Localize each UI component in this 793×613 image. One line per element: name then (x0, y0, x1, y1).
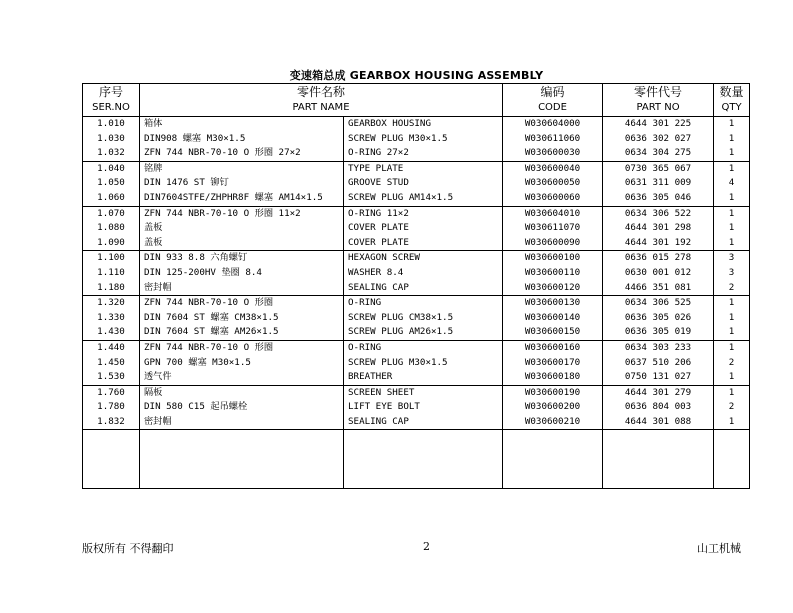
table-row (83, 340, 750, 355)
row-qty: 1 (714, 415, 750, 430)
row-name-en: SEALING CAP (344, 281, 503, 296)
row-qty: 1 (714, 296, 750, 311)
row-qty: 2 (714, 400, 750, 415)
row-part-no: 4644 301 225 (603, 117, 714, 132)
row-code: W030611070 (503, 221, 603, 236)
row-part-no: 0634 304 275 (603, 146, 714, 161)
row-ser-no: 1.320 (83, 296, 140, 311)
row-qty: 1 (714, 132, 750, 147)
table-row (83, 325, 750, 340)
row-qty: 1 (714, 161, 750, 176)
table-row (83, 176, 750, 191)
row-part-no: 4644 301 088 (603, 415, 714, 430)
row-ser-no: 1.040 (83, 161, 140, 176)
row-part-no: 0636 305 019 (603, 325, 714, 340)
row-code: W030600040 (503, 161, 603, 176)
row-code: W030600180 (503, 370, 603, 385)
row-part-no: 0631 311 009 (603, 176, 714, 191)
blank-row (83, 430, 750, 489)
row-name-en: GEARBOX HOUSING (344, 117, 503, 132)
row-ser-no: 1.330 (83, 311, 140, 326)
row-name-cn: ZFN 744 NBR-70-10 O 形圈 11×2 (140, 206, 344, 221)
row-code: W030600030 (503, 146, 603, 161)
row-name-cn: GPN 700 螺塞 M30×1.5 (140, 356, 344, 371)
row-name-cn: ZFN 744 NBR-70-10 O 形圈 (140, 340, 344, 355)
row-ser-no: 1.060 (83, 191, 140, 206)
row-ser-no: 1.070 (83, 206, 140, 221)
row-ser-no: 1.100 (83, 251, 140, 266)
row-ser-no: 1.530 (83, 370, 140, 385)
row-qty: 1 (714, 325, 750, 340)
row-name-cn: 盖板 (140, 221, 344, 236)
row-code: W030600100 (503, 251, 603, 266)
row-name-cn: 密封帽 (140, 281, 344, 296)
row-name-en: COVER PLATE (344, 221, 503, 236)
row-name-cn: 密封帽 (140, 415, 344, 430)
row-name-cn: 铭牌 (140, 161, 344, 176)
row-name-en: SCREEN SHEET (344, 385, 503, 400)
row-name-en: BREATHER (344, 370, 503, 385)
row-qty: 2 (714, 356, 750, 371)
row-name-en: O-RING 27×2 (344, 146, 503, 161)
parts-table (82, 83, 750, 489)
row-name-en: O-RING (344, 296, 503, 311)
row-part-no: 0637 510 206 (603, 356, 714, 371)
row-name-cn: DIN7604STFE/ZHPHR8F 螺塞 AM14×1.5 (140, 191, 344, 206)
header-qty-en: QTY (714, 100, 750, 117)
table-row (83, 146, 750, 161)
row-ser-no: 1.010 (83, 117, 140, 132)
row-code: W030600140 (503, 311, 603, 326)
row-name-en: GROOVE STUD (344, 176, 503, 191)
row-code: W030600120 (503, 281, 603, 296)
footer-copyright: 版权所有 不得翻印 (82, 542, 174, 555)
row-name-en: O-RING (344, 340, 503, 355)
table-row (83, 296, 750, 311)
row-qty: 1 (714, 191, 750, 206)
row-part-no: 0636 804 003 (603, 400, 714, 415)
parts-table-body (83, 117, 750, 489)
row-name-en: HEXAGON SCREW (344, 251, 503, 266)
table-row (83, 385, 750, 400)
row-ser-no: 1.760 (83, 385, 140, 400)
row-part-no: 0636 305 046 (603, 191, 714, 206)
row-qty: 1 (714, 385, 750, 400)
document-title: 变速箱总成 GEARBOX HOUSING ASSEMBLY (289, 69, 544, 82)
row-part-no: 0636 302 027 (603, 132, 714, 147)
header-name-en: PART NAME (140, 100, 503, 117)
row-code: W030604010 (503, 206, 603, 221)
row-qty: 1 (714, 146, 750, 161)
row-name-cn: DIN 125-200HV 垫圈 8.4 (140, 266, 344, 281)
row-code: W030600150 (503, 325, 603, 340)
table-row (83, 132, 750, 147)
row-ser-no: 1.050 (83, 176, 140, 191)
row-name-cn: DIN 1476 ST 铆钉 (140, 176, 344, 191)
row-code: W030600060 (503, 191, 603, 206)
row-ser-no: 1.780 (83, 400, 140, 415)
row-part-no: 0634 303 233 (603, 340, 714, 355)
header-name-cn: 零件名称 (140, 84, 503, 101)
row-name-cn: DIN 580 C15 起吊螺栓 (140, 400, 344, 415)
row-qty: 4 (714, 176, 750, 191)
row-ser-no: 1.032 (83, 146, 140, 161)
row-part-no: 0750 131 027 (603, 370, 714, 385)
table-row (83, 221, 750, 236)
table-row (83, 206, 750, 221)
table-row (83, 311, 750, 326)
header-row-en (83, 100, 750, 117)
row-code: W030604000 (503, 117, 603, 132)
row-ser-no: 1.110 (83, 266, 140, 281)
row-ser-no: 1.180 (83, 281, 140, 296)
header-ser-cn: 序号 (83, 84, 140, 101)
row-qty: 1 (714, 117, 750, 132)
row-code: W030600200 (503, 400, 603, 415)
row-part-no: 0636 015 278 (603, 251, 714, 266)
row-part-no: 4466 351 081 (603, 281, 714, 296)
row-code: W030600050 (503, 176, 603, 191)
row-ser-no: 1.030 (83, 132, 140, 147)
table-row (83, 117, 750, 132)
row-part-no: 0636 305 026 (603, 311, 714, 326)
row-name-en: SCREW PLUG M30×1.5 (344, 132, 503, 147)
row-ser-no: 1.430 (83, 325, 140, 340)
table-row (83, 251, 750, 266)
header-pno-en: PART NO (603, 100, 714, 117)
row-name-en: SEALING CAP (344, 415, 503, 430)
header-code-cn: 编码 (503, 84, 603, 101)
footer-company: 山工机械 (697, 542, 741, 555)
table-row (83, 236, 750, 251)
table-row (83, 400, 750, 415)
header-row-cn (83, 84, 750, 101)
row-qty: 2 (714, 281, 750, 296)
row-ser-no: 1.080 (83, 221, 140, 236)
row-name-cn: DIN 7604 ST 螺塞 AM26×1.5 (140, 325, 344, 340)
row-name-en: WASHER 8.4 (344, 266, 503, 281)
header-qty-cn: 数量 (714, 84, 750, 101)
row-ser-no: 1.450 (83, 356, 140, 371)
row-name-cn: DIN 7604 ST 螺塞 CM38×1.5 (140, 311, 344, 326)
row-part-no: 4644 301 279 (603, 385, 714, 400)
row-name-cn: 盖板 (140, 236, 344, 251)
row-name-en: O-RING 11×2 (344, 206, 503, 221)
row-part-no: 0634 306 525 (603, 296, 714, 311)
row-name-cn: ZFN 744 NBR-70-10 O 形圈 (140, 296, 344, 311)
row-name-cn: ZFN 744 NBR-70-10 O 形圈 27×2 (140, 146, 344, 161)
row-code: W030600160 (503, 340, 603, 355)
row-name-en: TYPE PLATE (344, 161, 503, 176)
row-code: W030600110 (503, 266, 603, 281)
row-qty: 1 (714, 340, 750, 355)
table-row (83, 161, 750, 176)
table-row (83, 266, 750, 281)
table-row (83, 356, 750, 371)
row-name-en: LIFT EYE BOLT (344, 400, 503, 415)
row-code: W030600090 (503, 236, 603, 251)
table-row (83, 415, 750, 430)
row-qty: 1 (714, 370, 750, 385)
row-name-en: SCREW PLUG M30×1.5 (344, 356, 503, 371)
table-row (83, 191, 750, 206)
row-name-cn: DIN908 螺塞 M30×1.5 (140, 132, 344, 147)
row-name-cn: 箱体 (140, 117, 344, 132)
row-code: W030600210 (503, 415, 603, 430)
row-ser-no: 1.090 (83, 236, 140, 251)
row-qty: 3 (714, 251, 750, 266)
row-part-no: 0730 365 067 (603, 161, 714, 176)
row-name-cn: 隔板 (140, 385, 344, 400)
header-code-en: CODE (503, 100, 603, 117)
row-qty: 1 (714, 221, 750, 236)
row-part-no: 0630 001 012 (603, 266, 714, 281)
row-name-en: SCREW PLUG AM26×1.5 (344, 325, 503, 340)
row-part-no: 4644 301 192 (603, 236, 714, 251)
row-code: W030611060 (503, 132, 603, 147)
row-qty: 1 (714, 236, 750, 251)
row-qty: 3 (714, 266, 750, 281)
row-part-no: 0634 306 522 (603, 206, 714, 221)
row-qty: 1 (714, 206, 750, 221)
row-code: W030600170 (503, 356, 603, 371)
row-part-no: 4644 301 298 (603, 221, 714, 236)
footer-page-number: 2 (423, 540, 430, 553)
row-name-en: SCREW PLUG AM14×1.5 (344, 191, 503, 206)
table-row (83, 370, 750, 385)
row-name-en: COVER PLATE (344, 236, 503, 251)
header-pno-cn: 零件代号 (603, 84, 714, 101)
row-name-cn: 透气件 (140, 370, 344, 385)
header-ser-en: SER.NO (83, 100, 140, 117)
row-name-en: SCREW PLUG CM38×1.5 (344, 311, 503, 326)
row-code: W030600190 (503, 385, 603, 400)
row-name-cn: DIN 933 8.8 六角螺钉 (140, 251, 344, 266)
table-row (83, 281, 750, 296)
row-qty: 1 (714, 311, 750, 326)
row-ser-no: 1.832 (83, 415, 140, 430)
row-ser-no: 1.440 (83, 340, 140, 355)
row-code: W030600130 (503, 296, 603, 311)
